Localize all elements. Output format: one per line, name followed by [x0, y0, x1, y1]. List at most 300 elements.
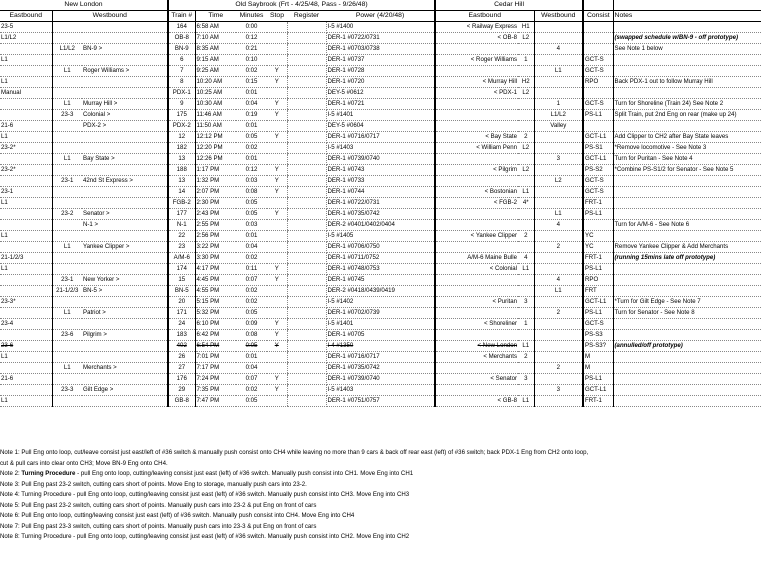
schedule-row [0, 286, 761, 297]
power-cell: DER-1 #0722/0731 [326, 33, 435, 44]
schedule-row [0, 121, 761, 132]
notes-cell: *Remove locomotive - See Note 3 [613, 143, 761, 154]
minutes-cell: 0:07 [236, 275, 267, 286]
nl-eastbound-cell [0, 385, 52, 396]
stop-cell [267, 44, 287, 55]
register-cell [287, 374, 326, 385]
nl-westbound-track-cell: L1 [52, 242, 82, 253]
nl-eastbound-cell [0, 44, 52, 55]
ch-eastbound-train-cell [435, 242, 518, 253]
power-cell: I-5 #1405 [326, 231, 435, 242]
register-cell [287, 143, 326, 154]
consist-cell: RPO [583, 275, 613, 286]
time-cell: 2:43 PM [195, 209, 236, 220]
ch-eastbound-track-cell: 1 [518, 319, 534, 330]
register-cell [287, 253, 326, 264]
train-number-cell: N-1 [168, 220, 195, 231]
register-cell [287, 396, 326, 407]
ch-westbound-cell [534, 88, 583, 99]
minutes-cell: 0:03 [236, 220, 267, 231]
register-cell [287, 231, 326, 242]
col-eastbound: Eastbound [0, 11, 52, 22]
cedar-hill-header: Cedar Hill [435, 0, 583, 11]
nl-westbound-train-cell [82, 231, 168, 242]
nl-westbound-track-cell [52, 77, 82, 88]
consist-cell: PS-L1 [583, 209, 613, 220]
consist-cell: GCT-L1 [583, 385, 613, 396]
train-number-cell: 164 [168, 22, 195, 33]
stop-cell [267, 198, 287, 209]
nl-westbound-train-cell: Bay State > [82, 154, 168, 165]
ch-eastbound-track-cell [518, 330, 534, 341]
nl-westbound-track-cell [52, 198, 82, 209]
note-2-rest: - pull Eng onto loop, cutting/leaving consist just east (left) of #36 switch. Manually push consist into CH1. Move Eng into CH1 [75, 470, 414, 477]
ch-westbound-cell: L1/L2 [534, 110, 583, 121]
nl-westbound-track-cell: L1 [52, 363, 82, 374]
power-cell: I-4 #1350 [326, 341, 435, 352]
col-ch-eastbound: Eastbound [435, 11, 534, 22]
ch-eastbound-track-cell: 4 [518, 253, 534, 264]
time-cell: 7:24 PM [195, 374, 236, 385]
nl-westbound-track-cell [52, 396, 82, 407]
schedule-row [0, 143, 761, 154]
consist-cell: GCT-L1 [583, 154, 613, 165]
consist-cell: FRT [583, 286, 613, 297]
note-2-prefix: Note 2: [0, 470, 22, 477]
register-cell [287, 55, 326, 66]
nl-eastbound-cell [0, 286, 52, 297]
stop-cell [267, 220, 287, 231]
power-cell: DER-1 #0733 [326, 176, 435, 187]
train-number-cell: 23 [168, 242, 195, 253]
nl-westbound-train-cell [82, 253, 168, 264]
consist-cell [583, 121, 613, 132]
ch-eastbound-track-cell: L2 [518, 33, 534, 44]
stop-cell: Y [267, 319, 287, 330]
consist-cell: RPO [583, 77, 613, 88]
time-cell: 5:15 PM [195, 297, 236, 308]
time-cell: 3:30 PM [195, 253, 236, 264]
time-cell: 4:45 PM [195, 275, 236, 286]
ch-eastbound-train-cell [435, 385, 518, 396]
register-cell [287, 121, 326, 132]
time-cell: 2:30 PM [195, 198, 236, 209]
ch-westbound-cell: L2 [534, 176, 583, 187]
train-number-cell: 175 [168, 110, 195, 121]
minutes-cell: 0:02 [236, 297, 267, 308]
minutes-cell: 0:04 [236, 242, 267, 253]
ch-eastbound-train-cell: < Merchants [435, 352, 518, 363]
nl-eastbound-cell [0, 330, 52, 341]
register-cell [287, 220, 326, 231]
nl-westbound-train-cell [82, 297, 168, 308]
train-number-cell: 402 [168, 341, 195, 352]
ch-eastbound-train-cell: < Colonial [435, 264, 518, 275]
ch-eastbound-train-cell: < FGB-2 [435, 198, 518, 209]
nl-eastbound-cell: 23-1 [0, 187, 52, 198]
time-cell: 4:55 PM [195, 286, 236, 297]
stop-cell: Y [267, 110, 287, 121]
nl-westbound-train-cell [82, 187, 168, 198]
ch-eastbound-train-cell: < Puritan [435, 297, 518, 308]
note-5: Note 5: Pull Eng past 23-2 switch, cutting cars short of points. Manually push cars into 23-2 & put Eng on front of cars [0, 501, 317, 509]
power-cell: DER-1 #0744 [326, 187, 435, 198]
register-cell [287, 242, 326, 253]
stop-cell: Y [267, 341, 287, 352]
stop-cell [267, 121, 287, 132]
power-cell: DER-1 #0711/0752 [326, 253, 435, 264]
schedule-row [0, 33, 761, 44]
time-cell: 7:17 PM [195, 363, 236, 374]
time-cell: 4:17 PM [195, 264, 236, 275]
minutes-cell: 0:08 [236, 187, 267, 198]
register-cell [287, 198, 326, 209]
stop-cell: Y [267, 374, 287, 385]
stop-cell [267, 253, 287, 264]
ch-eastbound-track-cell [518, 121, 534, 132]
schedule-row [0, 352, 761, 363]
train-number-cell: 22 [168, 231, 195, 242]
nl-eastbound-cell: L1/L2 [0, 33, 52, 44]
nl-westbound-train-cell: New Yorker > [82, 275, 168, 286]
nl-eastbound-cell: L1 [0, 352, 52, 363]
ch-eastbound-train-cell [435, 99, 518, 110]
time-cell: 6:10 PM [195, 319, 236, 330]
power-cell: DER-1 #0716/0717 [326, 132, 435, 143]
minutes-cell: 0:00 [236, 22, 267, 33]
consist-cell: PS-S3 [583, 330, 613, 341]
stop-cell [267, 88, 287, 99]
train-number-cell: 188 [168, 165, 195, 176]
stop-cell: Y [267, 165, 287, 176]
ch-eastbound-track-cell: L2 [518, 88, 534, 99]
time-cell: 7:47 PM [195, 396, 236, 407]
schedule-row [0, 22, 761, 33]
ch-eastbound-train-cell: < Yankee Clipper [435, 231, 518, 242]
register-cell [287, 132, 326, 143]
notes-cell [613, 187, 761, 198]
ch-eastbound-track-cell [518, 286, 534, 297]
nl-eastbound-cell: 23-6 [0, 341, 52, 352]
nl-eastbound-cell: 23-3* [0, 297, 52, 308]
nl-westbound-track-cell: L1 [52, 66, 82, 77]
notes-cell [613, 330, 761, 341]
schedule-row [0, 55, 761, 66]
train-number-cell: A/M-6 [168, 253, 195, 264]
minutes-cell: 0:05 [236, 198, 267, 209]
ch-eastbound-track-cell: H1 [518, 22, 534, 33]
nl-westbound-train-cell: Yankee Clipper > [82, 242, 168, 253]
nl-westbound-track-cell [52, 88, 82, 99]
register-cell [287, 66, 326, 77]
stop-cell: Y [267, 275, 287, 286]
notes-cell: (running 15mins late off prototype) [613, 253, 761, 264]
consist-cell: PS-S2 [583, 165, 613, 176]
power-cell: I-5 #1401 [326, 110, 435, 121]
time-cell: 5:32 PM [195, 308, 236, 319]
ch-eastbound-train-cell [435, 154, 518, 165]
train-number-cell: 9 [168, 99, 195, 110]
train-number-cell: FGB-2 [168, 198, 195, 209]
nl-westbound-track-cell [52, 187, 82, 198]
power-cell: DER-1 #0735/0742 [326, 209, 435, 220]
ch-eastbound-track-cell [518, 99, 534, 110]
ch-eastbound-train-cell: A/M-6 Maine Bulle [435, 253, 518, 264]
notes-cell [613, 396, 761, 407]
col-time: Time [195, 11, 236, 22]
train-number-cell: 13 [168, 176, 195, 187]
ch-eastbound-track-cell: H2 [518, 77, 534, 88]
register-cell [287, 110, 326, 121]
note-2-bold: Turning Procedure [21, 470, 76, 477]
stop-cell: Y [267, 385, 287, 396]
register-cell [287, 352, 326, 363]
time-cell: 7:01 PM [195, 352, 236, 363]
time-cell: 2:55 PM [195, 220, 236, 231]
ch-eastbound-train-cell [435, 121, 518, 132]
nl-westbound-track-cell [52, 264, 82, 275]
schedule-row [0, 319, 761, 330]
minutes-cell: 0:05 [236, 209, 267, 220]
minutes-cell: 0:19 [236, 110, 267, 121]
nl-eastbound-cell [0, 110, 52, 121]
ch-eastbound-track-cell: L2 [518, 143, 534, 154]
notes-cell: Back PDX-1 out to follow Murray Hill [613, 77, 761, 88]
nl-eastbound-cell [0, 275, 52, 286]
nl-eastbound-cell: Manual [0, 88, 52, 99]
train-number-cell: BN-9 [168, 44, 195, 55]
stop-cell: Y [267, 66, 287, 77]
nl-westbound-track-cell [52, 220, 82, 231]
column-header-row [0, 11, 761, 22]
note-2 [0, 469, 761, 480]
schedule-row [0, 110, 761, 121]
train-number-cell: 15 [168, 275, 195, 286]
notes-cell [613, 275, 761, 286]
minutes-cell: 0:15 [236, 77, 267, 88]
minutes-cell: 0:02 [236, 143, 267, 154]
nl-eastbound-cell [0, 66, 52, 77]
nl-westbound-track-cell: 21-1/2/3 [52, 286, 82, 297]
nl-eastbound-cell: 23-2* [0, 143, 52, 154]
nl-westbound-track-cell [52, 352, 82, 363]
nl-westbound-train-cell: BN-9 > [82, 44, 168, 55]
schedule-row [0, 242, 761, 253]
nl-westbound-train-cell: Murray Hill > [82, 99, 168, 110]
ch-eastbound-track-cell: 3 [518, 297, 534, 308]
minutes-cell: 0:01 [236, 231, 267, 242]
notes-cell [613, 209, 761, 220]
consist-cell: GCT-L1 [583, 132, 613, 143]
time-cell: 12:26 PM [195, 154, 236, 165]
ch-eastbound-track-cell: 2 [518, 231, 534, 242]
stop-cell [267, 297, 287, 308]
ch-eastbound-train-cell [435, 66, 518, 77]
ch-eastbound-train-cell [435, 220, 518, 231]
minutes-cell: 0:02 [236, 286, 267, 297]
train-number-cell: 183 [168, 330, 195, 341]
minutes-cell: 0:05 [236, 308, 267, 319]
schedule-row [0, 209, 761, 220]
nl-westbound-track-cell: L1 [52, 154, 82, 165]
time-cell: 6:58 AM [195, 22, 236, 33]
minutes-cell: 0:03 [236, 176, 267, 187]
notes-cell: See Note 1 below [613, 44, 761, 55]
ch-eastbound-track-cell [518, 110, 534, 121]
time-cell: 11:46 AM [195, 110, 236, 121]
consist-cell: GCT-S [583, 99, 613, 110]
schedule-row [0, 44, 761, 55]
ch-eastbound-track-cell [518, 66, 534, 77]
nl-westbound-train-cell: Senator > [82, 209, 168, 220]
nl-westbound-train-cell: BN-5 > [82, 286, 168, 297]
consist-cell: FRT-1 [583, 396, 613, 407]
notes-cell [613, 66, 761, 77]
consist-cell: PS-L1 [583, 264, 613, 275]
nl-westbound-track-cell [52, 374, 82, 385]
nl-westbound-train-cell: Colonial > [82, 110, 168, 121]
ch-westbound-cell: 2 [534, 363, 583, 374]
train-number-cell: 13 [168, 154, 195, 165]
train-number-cell: 14 [168, 187, 195, 198]
stop-cell: Y [267, 77, 287, 88]
nl-westbound-track-cell: 23-3 [52, 385, 82, 396]
minutes-cell: 0:05 [236, 396, 267, 407]
schedule-row [0, 99, 761, 110]
consist-cell: GCT-S [583, 319, 613, 330]
nl-westbound-train-cell: Merchants > [82, 363, 168, 374]
consist-cell: GCT-S [583, 176, 613, 187]
notes-cell: Turn for Puritan - See Note 4 [613, 154, 761, 165]
time-cell: 2:56 PM [195, 231, 236, 242]
col-consist: Consist [583, 11, 613, 22]
stop-cell [267, 363, 287, 374]
train-number-cell: 174 [168, 264, 195, 275]
notes-section [0, 448, 761, 543]
register-cell [287, 176, 326, 187]
notes-cell: Turn for Senator - See Note 8 [613, 308, 761, 319]
ch-westbound-cell [534, 330, 583, 341]
ch-eastbound-track-cell: L1 [518, 264, 534, 275]
register-cell [287, 187, 326, 198]
time-cell: 12:12 PM [195, 132, 236, 143]
stop-cell [267, 286, 287, 297]
power-cell: DER-1 #0735/0742 [326, 363, 435, 374]
train-number-cell: PDX-1 [168, 88, 195, 99]
consist-cell: PS-S3? [583, 341, 613, 352]
train-number-cell: 171 [168, 308, 195, 319]
nl-westbound-track-cell [52, 33, 82, 44]
ch-eastbound-train-cell [435, 176, 518, 187]
ch-westbound-cell [534, 231, 583, 242]
register-cell [287, 264, 326, 275]
ch-westbound-cell: 3 [534, 154, 583, 165]
consist-cell [583, 22, 613, 33]
nl-westbound-track-cell [52, 143, 82, 154]
ch-eastbound-track-cell: 3 [518, 374, 534, 385]
ch-westbound-cell [534, 143, 583, 154]
stop-cell [267, 396, 287, 407]
col-minutes: Minutes [236, 11, 267, 22]
power-cell: DER-1 #0716/0717 [326, 352, 435, 363]
nl-westbound-track-cell: 23-3 [52, 110, 82, 121]
nl-eastbound-cell [0, 363, 52, 374]
ch-westbound-cell [534, 341, 583, 352]
ch-westbound-cell [534, 297, 583, 308]
ch-eastbound-train-cell [435, 308, 518, 319]
ch-eastbound-track-cell: L1 [518, 396, 534, 407]
note-8: Note 8: Turning Procedure - pull Eng onto loop, cutting/leaving consist just east (left) of #36 switch. Manually push consist into CH2. Move Eng into CH2 [0, 533, 410, 540]
ch-westbound-cell [534, 33, 583, 44]
nl-eastbound-cell [0, 176, 52, 187]
register-cell [287, 319, 326, 330]
ch-westbound-cell [534, 319, 583, 330]
consist-cell: M [583, 352, 613, 363]
register-cell [287, 341, 326, 352]
nl-westbound-track-cell: L1 [52, 308, 82, 319]
ch-westbound-cell [534, 187, 583, 198]
ch-westbound-cell [534, 253, 583, 264]
ch-eastbound-train-cell: < Shoreliner [435, 319, 518, 330]
power-cell: DER-1 #0751/0757 [326, 396, 435, 407]
consist-cell: GCT-S [583, 187, 613, 198]
train-number-cell: 6 [168, 55, 195, 66]
register-cell [287, 275, 326, 286]
ch-westbound-cell [534, 264, 583, 275]
ch-eastbound-train-cell [435, 330, 518, 341]
ch-eastbound-track-cell: 1 [518, 55, 534, 66]
nl-westbound-train-cell: N-1 > [82, 220, 168, 231]
power-cell: I-5 #1403 [326, 143, 435, 154]
ch-westbound-cell: Valley [534, 121, 583, 132]
power-cell: DER-1 #0721 [326, 99, 435, 110]
nl-westbound-track-cell: 23-6 [52, 330, 82, 341]
notes-cell [613, 176, 761, 187]
ch-eastbound-train-cell: < Bay State [435, 132, 518, 143]
time-cell: 7:35 PM [195, 385, 236, 396]
nl-eastbound-cell [0, 154, 52, 165]
power-cell: DER-1 #0739/0740 [326, 154, 435, 165]
time-cell: 10:30 AM [195, 99, 236, 110]
nl-westbound-train-cell [82, 352, 168, 363]
schedule-row [0, 341, 761, 352]
nl-eastbound-cell: L1 [0, 55, 52, 66]
notes-cell: (annulled/off prototype) [613, 341, 761, 352]
nl-westbound-train-cell [82, 77, 168, 88]
nl-westbound-train-cell [82, 396, 168, 407]
nl-westbound-train-cell [82, 143, 168, 154]
ch-eastbound-track-cell: L2 [518, 165, 534, 176]
stop-cell [267, 231, 287, 242]
power-cell: DER-1 #0745 [326, 275, 435, 286]
ch-eastbound-train-cell [435, 110, 518, 121]
notes-cell: *Turn for Gilt Edge - See Note 7 [613, 297, 761, 308]
minutes-cell: 0:05 [236, 132, 267, 143]
register-cell [287, 286, 326, 297]
ch-eastbound-track-cell: 2 [518, 352, 534, 363]
nl-westbound-track-cell [52, 132, 82, 143]
register-cell [287, 363, 326, 374]
ch-westbound-cell [534, 396, 583, 407]
consist-cell: FRT-1 [583, 253, 613, 264]
schedule-row [0, 187, 761, 198]
ch-westbound-cell: 2 [534, 308, 583, 319]
ch-eastbound-train-cell [435, 363, 518, 374]
nl-eastbound-cell [0, 99, 52, 110]
nl-westbound-train-cell [82, 374, 168, 385]
notes-cell [613, 88, 761, 99]
ch-eastbound-track-cell: L1 [518, 341, 534, 352]
